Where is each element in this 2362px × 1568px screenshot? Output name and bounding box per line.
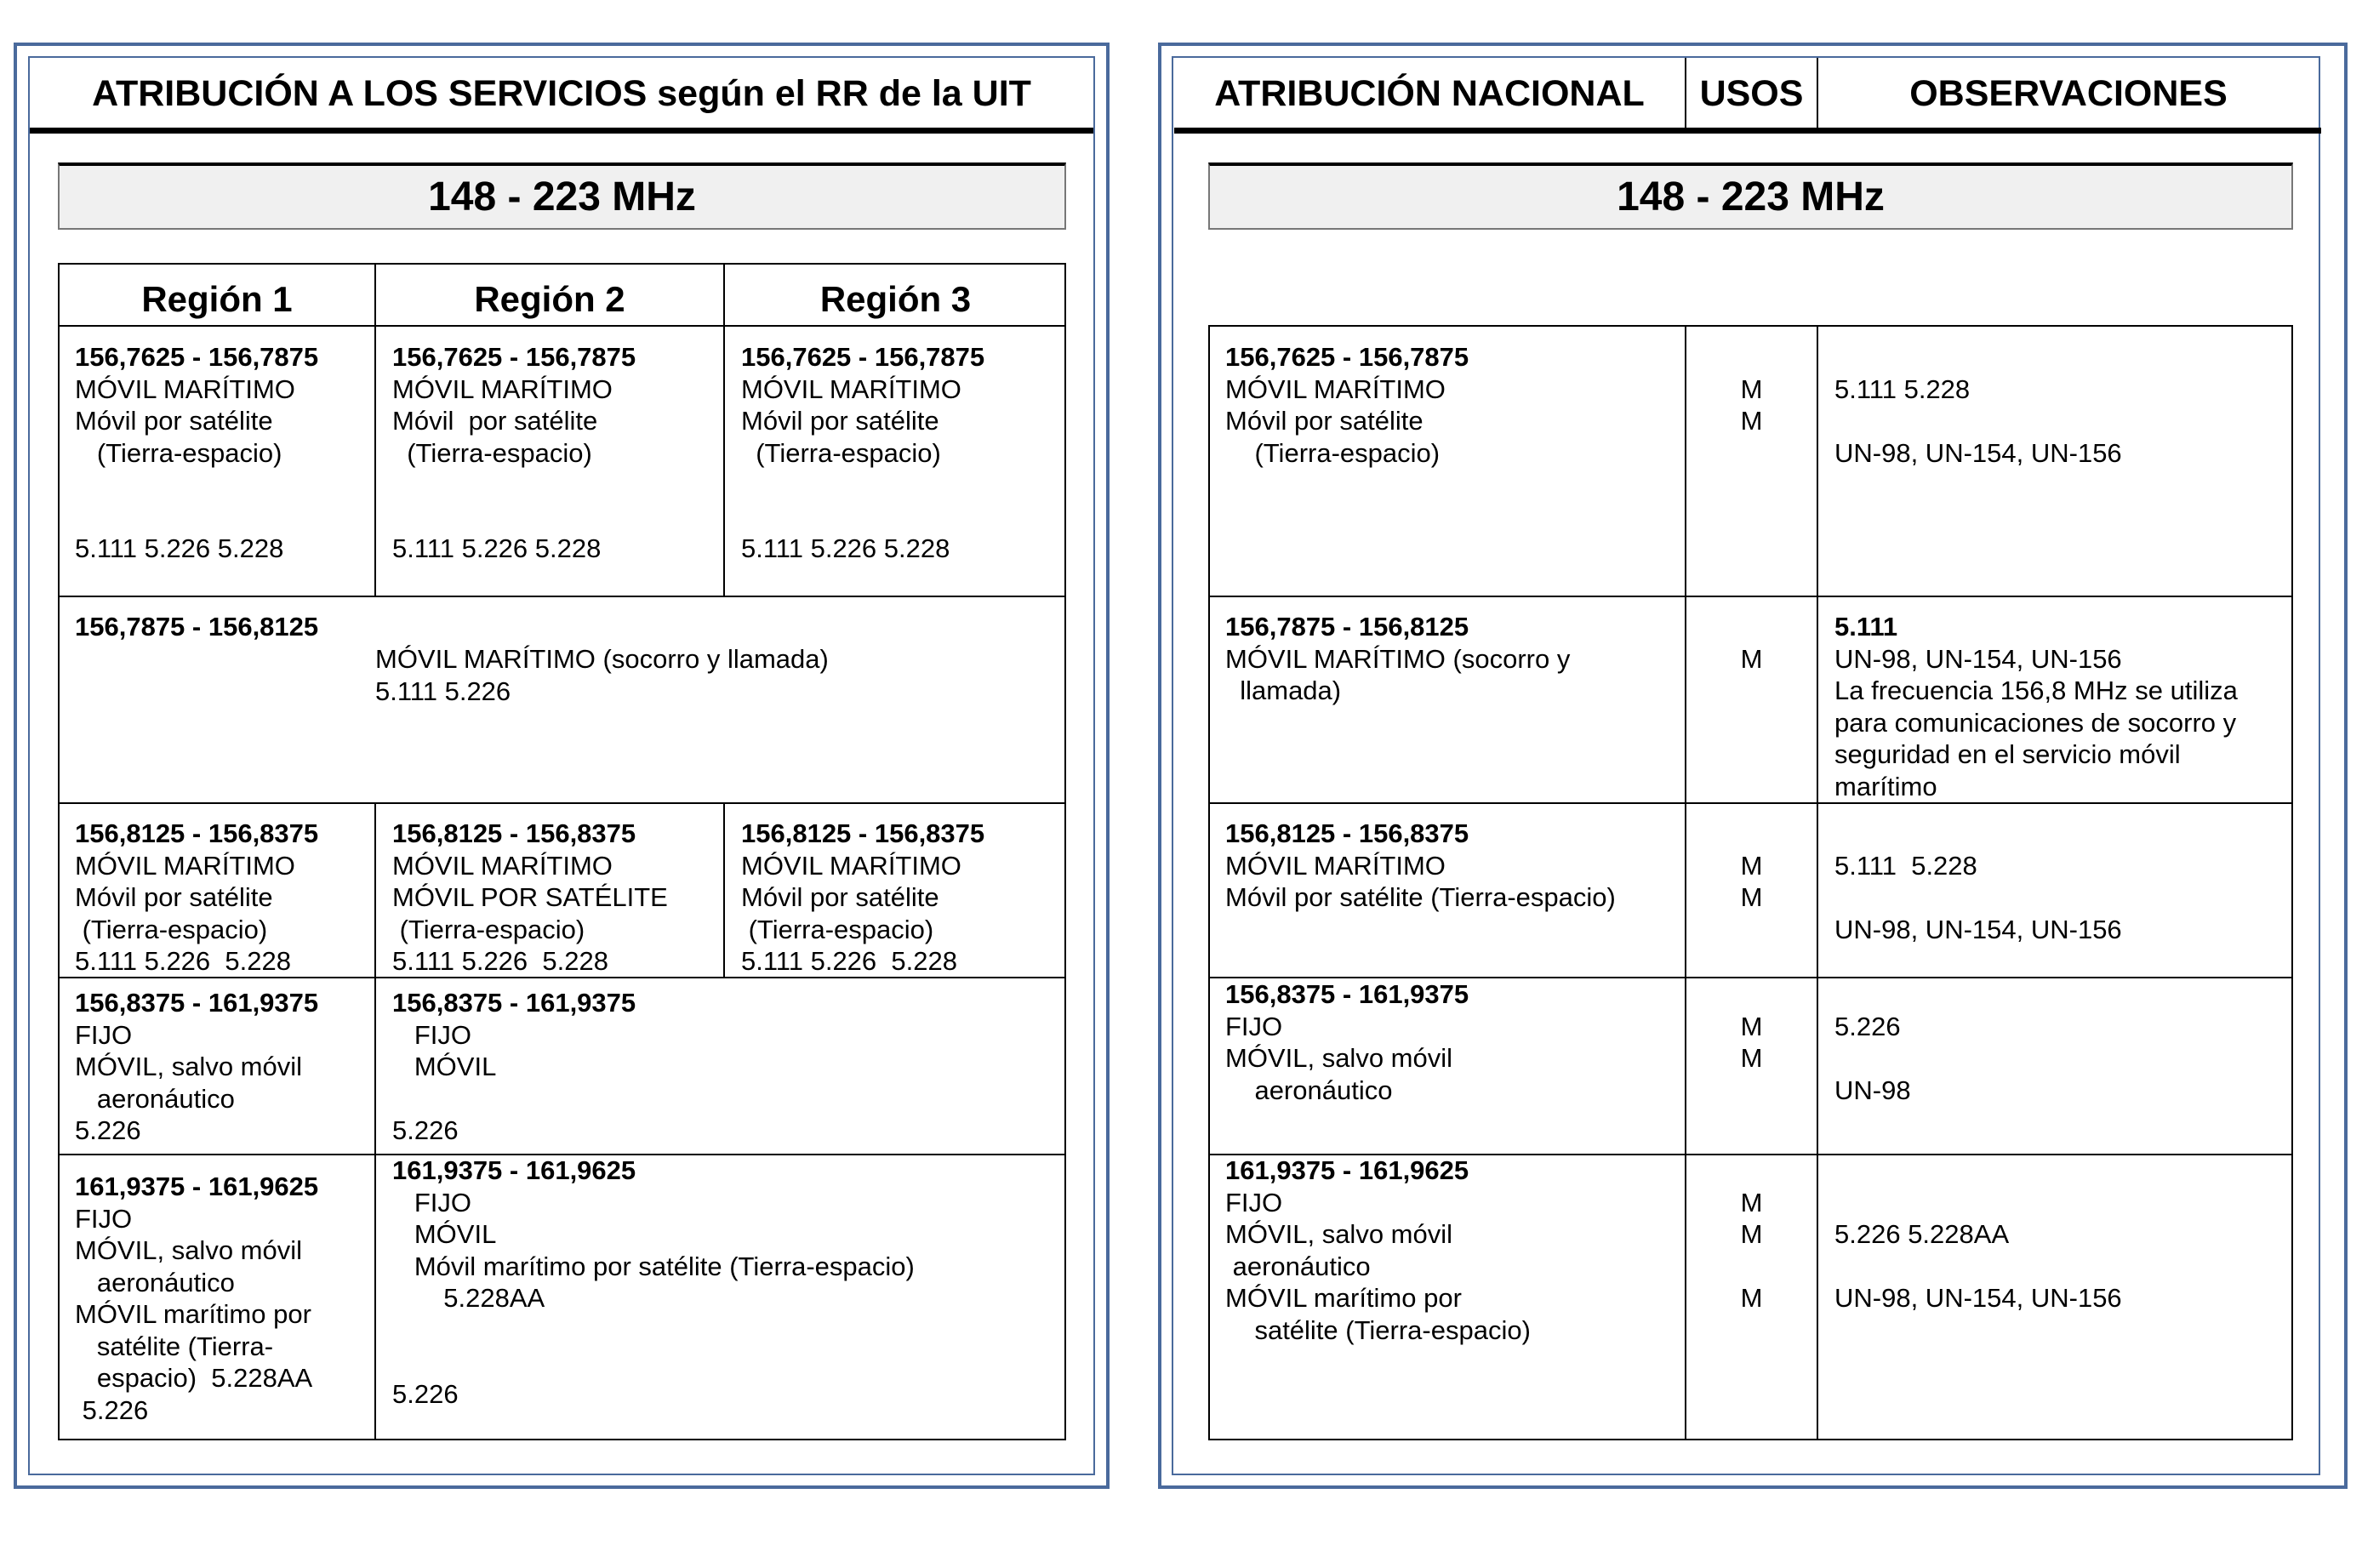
right-r5-allocation: 161,9375 - 161,9625 FIJO MÓVIL, salvo móvil aeronáutico MÓVIL marítimo por satélite (Tierra-espacio) (1225, 1155, 1531, 1345)
left-r5-region23: 161,9375 - 161,9625 FIJO MÓVIL Móvil marítimo por satélite (Tierra-espacio) 5.228AA 5.226 (392, 1155, 915, 1409)
region-2-header: Región 2 (474, 279, 625, 319)
right-r4-allocation: 156,8375 - 161,9375 FIJO MÓVIL, salvo móvil aeronáutico (1225, 979, 1469, 1105)
left-header: ATRIBUCIÓN A LOS SERVICIOS según el RR de la UIT (92, 72, 1031, 114)
left-r2-body: MÓVIL MARÍTIMO (socorro y llamada) 5.111 5.226 (375, 644, 829, 706)
left-r3-region3: 156,8125 - 156,8375 MÓVIL MARÍTIMO Móvil por satélite (Tierra-espacio) 5.111 5.226 5.228 (741, 818, 985, 976)
left-r5-region1: 161,9375 - 161,9625 FIJO MÓVIL, salvo móvil aeronáutico MÓVIL marítimo por satélite (Tierra- espacio) 5.228AA 5.226 (75, 1172, 319, 1425)
left-grid-line (58, 325, 1066, 327)
right-r2-observaciones: 5.111 UN-98, UN-154, UN-156 La frecuencia 156,8 MHz se utiliza para comunicaciones de socorro y seguridad en el servicio móvil marítimo (1834, 612, 2238, 801)
right-r5-usos: M M M (1740, 1187, 1763, 1313)
left-r2-frequency: 156,7875 - 156,8125 (75, 612, 319, 641)
right-r3-usos: M M (1740, 850, 1763, 912)
right-header-rule (1174, 128, 2321, 134)
region-3-header: Región 3 (819, 279, 972, 319)
right-r1-observaciones: 5.111 5.228 UN-98, UN-154, UN-156 (1834, 373, 2122, 468)
region-1-header: Región 1 (141, 279, 293, 319)
left-grid-line (374, 802, 376, 1440)
left-r1-region1: 156,7625 - 156,7875 MÓVIL MARÍTIMO Móvil por satélite (Tierra-espacio) 5.111 5.226 5.228 (75, 342, 319, 563)
left-header-rule (30, 128, 1093, 134)
left-grid-line (58, 596, 1066, 597)
right-r1-usos: M M (1740, 373, 1763, 436)
left-r4-region23: 156,8375 - 161,9375 FIJO MÓVIL 5.226 (392, 988, 636, 1145)
right-r4-observaciones: 5.226 UN-98 (1834, 1011, 1911, 1105)
left-r1-region3: 156,7625 - 156,7875 MÓVIL MARÍTIMO Móvil por satélite (Tierra-espacio) 5.111 5.226 5.228 (741, 342, 985, 563)
left-grid-line (58, 802, 1066, 804)
left-grid-line (723, 802, 725, 978)
right-r2-allocation: 156,7875 - 156,8125 MÓVIL MARÍTIMO (socorro y llamada) (1225, 612, 1571, 705)
right-r5-observaciones: 5.226 5.228AA UN-98, UN-154, UN-156 (1834, 1219, 2122, 1313)
right-r3-observaciones: 5.111 5.228 UN-98, UN-154, UN-156 (1834, 850, 2122, 944)
right-grid-line (1208, 596, 2293, 597)
left-band-title: 148 - 223 MHz (58, 163, 1066, 230)
right-r2-usos: M (1740, 643, 1763, 674)
right-band-title: 148 - 223 MHz (1208, 163, 2293, 230)
left-r1-region2: 156,7625 - 156,7875 MÓVIL MARÍTIMO Móvil por satélite (Tierra-espacio) 5.111 5.226 5.228 (392, 342, 636, 563)
right-header-divider (1817, 58, 1818, 128)
right-r4-usos: M M (1740, 1011, 1763, 1073)
right-header-divider (1685, 58, 1686, 128)
right-grid-line (1817, 325, 1818, 1440)
left-r3-region2: 156,8125 - 156,8375 MÓVIL MARÍTIMO MÓVIL POR SATÉLITE (Tierra-espacio) 5.111 5.226 5.228 (392, 818, 668, 976)
left-r3-region1: 156,8125 - 156,8375 MÓVIL MARÍTIMO Móvil por satélite (Tierra-espacio) 5.111 5.226 5.228 (75, 818, 319, 976)
right-r3-allocation: 156,8125 - 156,8375 MÓVIL MARÍTIMO Móvil por satélite (Tierra-espacio) (1225, 818, 1616, 912)
left-r4-region1: 156,8375 - 161,9375 FIJO MÓVIL, salvo móvil aeronáutico 5.226 (75, 988, 319, 1145)
right-r1-allocation: 156,7625 - 156,7875 MÓVIL MARÍTIMO Móvil por satélite (Tierra-espacio) (1225, 342, 1469, 468)
right-grid-line (1208, 802, 2293, 804)
right-header-observaciones: OBSERVACIONES (1909, 72, 2228, 114)
right-header-usos: USOS (1699, 72, 1804, 114)
right-header-atribucion: ATRIBUCIÓN NACIONAL (1214, 72, 1645, 114)
